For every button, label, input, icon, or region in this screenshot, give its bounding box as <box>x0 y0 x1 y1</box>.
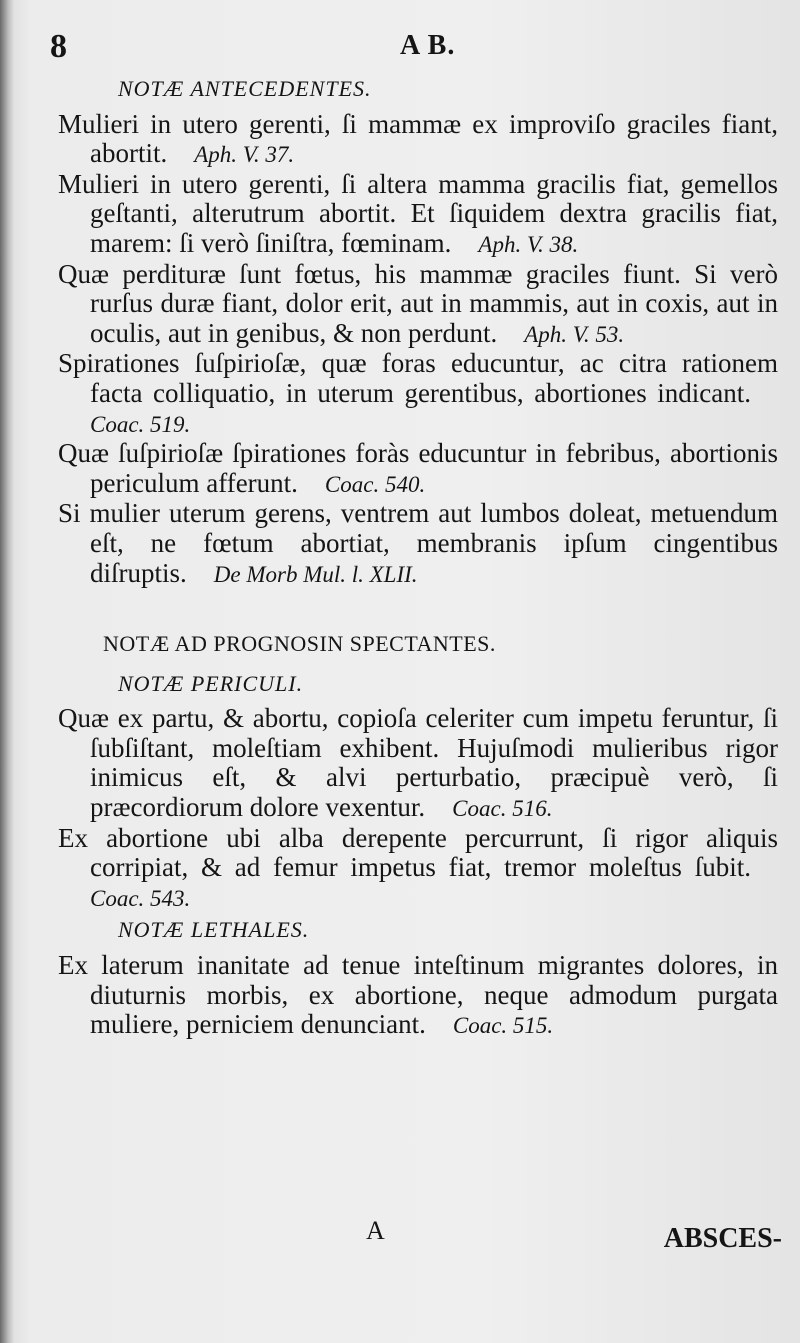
aphorism-text: Quæ perdituræ ſunt fœtus, his mammæ graciles fiunt. Si verò rurſus duræ fiant, dolor erit, aut in mammis, aut in coxis, aut in oculis, aut in genibus, & non perdunt. <box>58 258 778 348</box>
aphorism-text: Mulieri in utero gerenti, ſi mammæ ex improviſo graciles fiant, abortit. <box>58 108 778 169</box>
aphorism-citation: De Morb Mul. l. XLII. <box>213 561 418 587</box>
page-number: 8 <box>50 28 67 65</box>
page-header <box>0 28 800 68</box>
section-subheading: NOTÆ LETHALES. <box>118 917 310 943</box>
section-subheading: NOTÆ PERICULI. <box>118 670 304 696</box>
catchword: ABSCES- <box>663 1223 782 1254</box>
page-spine-shadow <box>0 0 14 1343</box>
text-body <box>58 72 778 1041</box>
aphorism-citation: Coac. 519. <box>90 411 191 437</box>
aphorism-citation: Coac. 543. <box>90 885 191 911</box>
aphorism-text: Quæ ex partu, & abortu, copioſa celeriter cum impetu feruntur, ſi ſubſiſtant, moleſtiam exhibent. Hujuſmodi mulieribus rigor inimicus eſt, & alvi perturbatio, præcipuè verò, ſi præcordiorum dolore vexentur. <box>58 703 778 823</box>
aphorism-citation: Coac. 515. <box>452 1013 554 1039</box>
aphorism-paragraph <box>58 439 778 499</box>
running-head: A B. <box>400 30 456 61</box>
aphorism-text: Mulieri in utero gerenti, ſi altera mamma gracilis fiat, gemellos geſtanti, alterutrum abortit. Et ſiquidem dextra gracilis fiat, marem: ſi verò ſiniſtra, fœminam. <box>58 168 778 258</box>
aphorism-paragraph <box>58 349 778 439</box>
aphorism-paragraph <box>58 704 778 823</box>
aphorism-paragraph <box>58 110 778 170</box>
aphorism-citation: Coac. 540. <box>324 471 426 497</box>
aphorism-citation: Aph. V. 38. <box>478 231 579 257</box>
aphorism-text: Si mulier uterum gerens, ventrem aut lumbos doleat, metuendum eſt, ne fœtum abortiat, membranis ipſum cingentibus diſruptis. <box>58 498 778 588</box>
section-heading: NOTÆ AD PROGNOSIN SPECTANTES. <box>103 631 496 657</box>
aphorism-text: Spirationes ſuſpirioſæ, quæ foras educuntur, ac citra rationem facta colliquatio, in uterum gerentibus, abortiones indicant. <box>58 348 778 408</box>
aphorism-text: Quæ ſuſpirioſæ ſpirationes foràs educuntur in febribus, abortionis periculum afferunt. <box>58 438 778 498</box>
aphorism-citation: Aph. V. 53. <box>524 321 625 347</box>
aphorism-citation: Coac. 516. <box>452 796 553 822</box>
aphorism-paragraph <box>58 951 778 1041</box>
signature-mark: A <box>366 1216 385 1245</box>
aphorism-paragraph <box>58 260 778 350</box>
aphorism-paragraph <box>58 499 778 589</box>
aphorism-citation: Aph. V. 37. <box>194 142 295 168</box>
aphorism-paragraph <box>58 170 778 260</box>
aphorism-paragraph <box>58 824 778 914</box>
aphorism-text: Ex laterum inanitate ad tenue inteſtinum migrantes dolores, in diuturnis morbis, ex abortione, neque admodum purgata muliere, perniciem denunciant. <box>58 950 778 1040</box>
section-subheading: NOTÆ ANTECEDENTES. <box>118 76 372 101</box>
aphorism-text: Ex abortione ubi alba derepente percurrunt, ſi rigor aliquis corripiat, & ad femur impetus fiat, tremor moleſtus ſubit. <box>58 822 778 883</box>
